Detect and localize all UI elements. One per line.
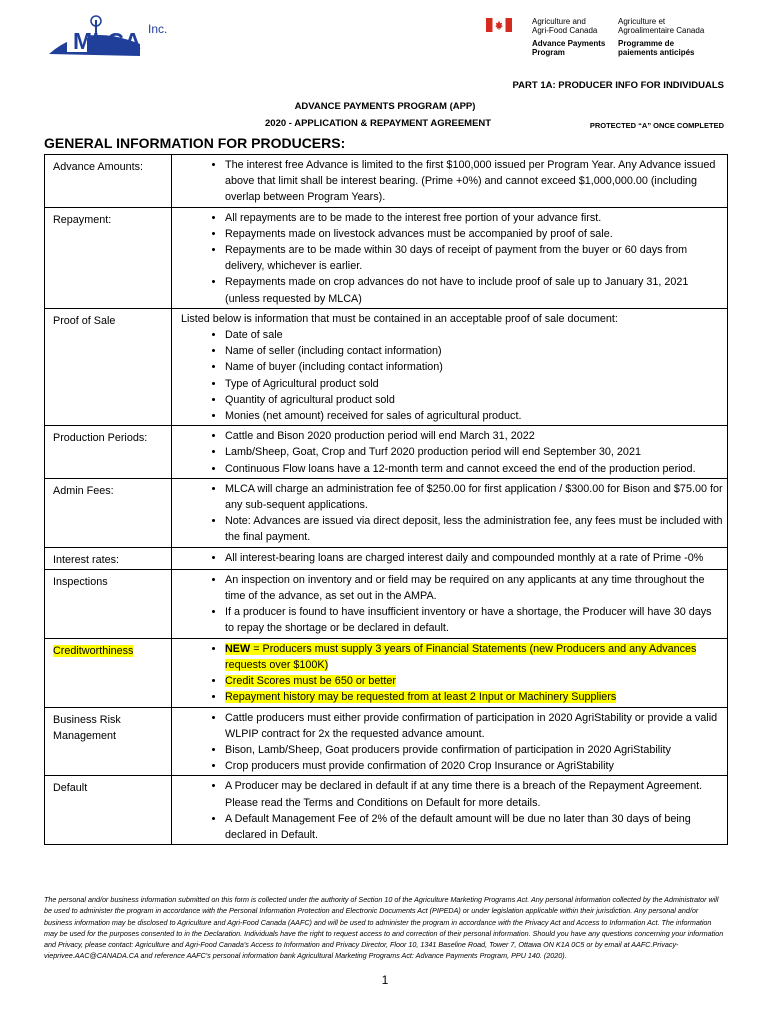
row-label: Business Risk Management [53, 713, 121, 742]
bullet-item [225, 604, 723, 636]
row-content-cell [172, 638, 728, 707]
table-row [45, 547, 728, 569]
row-label-cell [45, 308, 172, 425]
bullet-list [181, 327, 723, 424]
bullet-list [181, 428, 723, 477]
bullet-item [225, 513, 723, 545]
row-content-cell [172, 776, 728, 845]
bullet-item [225, 673, 723, 689]
agreement-title: 2020 - APPLICATION & REPAYMENT AGREEMENT [265, 118, 492, 129]
canada-flag-icon [486, 18, 512, 32]
row-content-cell [172, 569, 728, 638]
bullet-text: The interest free Advance is limited to the first $100,000 issued per Program Year. Any Advance issued above that limit shall be interest bearing. (Prime +0%) and cannot exceed $1,000,000.00 (including overlap between Program Years). [225, 159, 716, 204]
bullet-list [181, 641, 723, 706]
bullet-text: If a producer is found to have insufficient inventory or have a shortage, the Producer will have 30 days to repay the shortage or be declared in default. [225, 606, 712, 635]
row-label-cell [45, 207, 172, 308]
bullet-list [181, 572, 723, 637]
table-row [45, 308, 728, 425]
program-en-line2: Program [532, 48, 565, 57]
bullet-text: Credit Scores must be 650 or better [225, 675, 397, 688]
row-label: Interest rates: [53, 553, 120, 566]
agency-fr-line2: Agroalimentaire Canada [618, 26, 705, 35]
row-label: Proof of Sale [53, 314, 116, 327]
bullet-item [225, 778, 723, 810]
bullet-text: Type of Agricultural product sold [225, 377, 379, 390]
bullet-item [225, 392, 723, 408]
row-content-cell [172, 426, 728, 479]
table-row [45, 569, 728, 638]
bullet-item [225, 226, 723, 242]
bullet-text: Cattle producers must either provide confirmation of participation in 2020 AgriStability or provide a valid WLPIP contract for 2x the requested advance amount. [225, 711, 718, 740]
table-row [45, 478, 728, 547]
bullet-item [225, 758, 723, 774]
bullet-item [225, 461, 723, 477]
bullet-text: An inspection on inventory and or field may be required on any applicants at any time throughout the time of the advance, as set out in the AMPA. [225, 573, 705, 603]
bullet-text: All interest-bearing loans are charged interest daily and compounded monthly at a rate of Prime -0% [225, 551, 704, 564]
agency-en-line2: Agri-Food Canada [532, 26, 598, 35]
bullet-text: Name of seller (including contact information) [225, 345, 442, 358]
row-label-cell [45, 426, 172, 479]
row-intro: Listed below is information that must be contained in an acceptable proof of sale document: [181, 312, 618, 325]
bullet-item [225, 481, 723, 513]
bullet-list [181, 210, 723, 307]
bullet-text: Repayments made on crop advances do not have to include proof of sale up to January 31, 2021 (unless requested by MLCA) [225, 276, 689, 305]
bullet-text: A Default Management Fee of 2% of the default amount will be due no later than 30 days of being declared in Default. [225, 812, 691, 841]
row-label-cell [45, 155, 172, 208]
bullet-text: Continuous Flow loans have a 12-month term and cannot exceed the end of the production period. [225, 462, 696, 475]
table-row [45, 155, 728, 208]
info-table [44, 154, 728, 845]
row-content-cell [172, 155, 728, 208]
row-label-cell [45, 707, 172, 776]
bullet-text: Repayment history may be requested from at least 2 Input or Machinery Suppliers [225, 691, 617, 704]
program-fr-line2: paiements anticipés [618, 48, 695, 57]
bullet-text: Lamb/Sheep, Goat, Crop and Turf 2020 production period will end September 30, 2021 [225, 446, 641, 459]
bullet-text: MLCA will charge an administration fee of $250.00 for first application / $300.00 for Bison and $75.00 for any sub-sequent applications. [225, 482, 723, 512]
bullet-text: A Producer may be declared in default if at any time there is a breach of the Repayment Agreement. Please read the Terms and Conditions on Default for more details. [225, 780, 703, 809]
bullet-item [225, 408, 723, 424]
row-content-cell [172, 207, 728, 308]
row-label: Production Periods: [53, 432, 148, 445]
bullet-item [225, 689, 723, 705]
row-label: Inspections [53, 575, 108, 588]
program-name-en [532, 39, 605, 57]
bullet-text: Quantity of agricultural product sold [225, 393, 395, 406]
section-title: GENERAL INFORMATION FOR PRODUCERS: [44, 135, 346, 151]
bullet-item [225, 210, 723, 226]
bullet-item [225, 242, 723, 274]
row-content-cell [172, 478, 728, 547]
bullet-text: Crop producers must provide confirmation of 2020 Crop Insurance or AgriStability [225, 760, 614, 773]
agency-name-en [532, 17, 597, 35]
bullet-text: Repayments made on livestock advances must be accompanied by proof of sale. [225, 227, 613, 240]
row-label-cell [45, 776, 172, 845]
bullet-list [181, 157, 723, 206]
bullet-item [225, 274, 723, 306]
program-fr-line1: Programme de [618, 39, 675, 48]
row-content-cell [172, 308, 728, 425]
agency-name-fr [618, 17, 704, 35]
bullet-list [181, 481, 723, 546]
page-number: 1 [381, 973, 389, 987]
bullet-item [225, 710, 723, 742]
bullet-item [225, 327, 723, 343]
row-label-cell [45, 638, 172, 707]
row-label: Repayment: [53, 213, 112, 226]
bullet-text: Name of buyer (including contact information) [225, 361, 443, 374]
bullet-text: Repayments are to be made within 30 days of receipt of payment from the buyer or 60 days from delivery, whichever is earlier. [225, 244, 688, 273]
bullet-item [225, 343, 723, 359]
row-label: Default [53, 782, 88, 795]
new-text: = Producers must supply 3 years of Financial Statements (new Producers and any Advances requests over $100K) [225, 642, 697, 671]
row-label-cell [45, 569, 172, 638]
bullet-item [225, 742, 723, 758]
agency-fr-line1: Agriculture et [618, 17, 666, 26]
bullet-item [225, 376, 723, 392]
row-label-cell [45, 478, 172, 547]
bullet-text: Note: Advances are issued via direct deposit, less the administration fee, any fees must be included with the final payment. [225, 515, 723, 544]
new-tag: NEW [225, 642, 251, 655]
bullet-item [225, 641, 723, 673]
bullet-text: Bison, Lamb/Sheep, Goat producers provide confirmation of participation in 2020 AgriStability [225, 743, 671, 756]
bullet-text: Monies (net amount) received for sales of agricultural product. [225, 410, 522, 423]
logo-suffix: Inc. [148, 22, 168, 36]
table-row [45, 207, 728, 308]
logo-text: MLCA [73, 28, 142, 54]
bullet-item [225, 428, 723, 444]
program-en-line1: Advance Payments [532, 39, 606, 48]
row-label: Creditworthiness [53, 644, 134, 657]
row-label: Admin Fees: [53, 484, 114, 497]
program-name-fr [618, 39, 694, 57]
table-row [45, 426, 728, 479]
privacy-notice: The personal and/or business information submitted on this form is collected under the authority of Section 10 of the Agriculture Marketing Programs Act. Any personal information collected by the Administrator will be used to administer the program in accordance with the Personal Information Protection and Electronic Documents Act (PIPEDA) or under legislation applicable within their jurisdiction. Any personal and/or business information may be disclosed to Agriculture and Agri-Food Canada (AAFC) and will be used to administer the program in accordance with the Privacy Act and Access to Information Act. The information may be used for the purposes consented to in the Declaration. Individuals have the right to request access to and correction of their personal information. Should you have any questions concerning your information and Privacy, please contact: Agriculture and Agri-Food Canada's Access to Information and Privacy Director, Floor 10, 1341 Baseline Road, Tower 7, Ottawa ON K1A 0C5 or by email at AAFC.Privacy-vieprivee.AAC@CANADA.CA and reference AAFC's personal information bank Agricultural Marketing Programs Act: Advance Payments Program, PPU 140. (2020). [44, 895, 724, 961]
bullet-item [225, 157, 723, 206]
agency-en-line1: Agriculture and [532, 17, 586, 26]
bullet-item [225, 811, 723, 843]
row-content-cell [172, 547, 728, 569]
bullet-list [181, 778, 723, 843]
part-title: PART 1A: PRODUCER INFO FOR INDIVIDUALS [512, 80, 724, 91]
bullet-item [225, 444, 723, 460]
protected-notice: PROTECTED “A” ONCE COMPLETED [589, 121, 724, 130]
table-row [45, 776, 728, 845]
bullet-text: All repayments are to be made to the interest free portion of your advance first. [225, 211, 602, 224]
bullet-item [225, 550, 723, 566]
bullet-item [225, 572, 723, 604]
bullet-item [225, 359, 723, 375]
row-content-cell [172, 707, 728, 776]
highlight-text [225, 643, 696, 671]
table-row [45, 707, 728, 776]
program-title: ADVANCE PAYMENTS PROGRAM (APP) [294, 101, 476, 112]
row-label: Advance Amounts: [53, 161, 144, 173]
bullet-text: Date of sale [225, 329, 283, 342]
table-row [45, 638, 728, 707]
row-label-cell [45, 547, 172, 569]
bullet-list [181, 550, 723, 566]
bullet-list [181, 710, 723, 775]
bullet-text: Cattle and Bison 2020 production period will end March 31, 2022 [225, 430, 535, 443]
